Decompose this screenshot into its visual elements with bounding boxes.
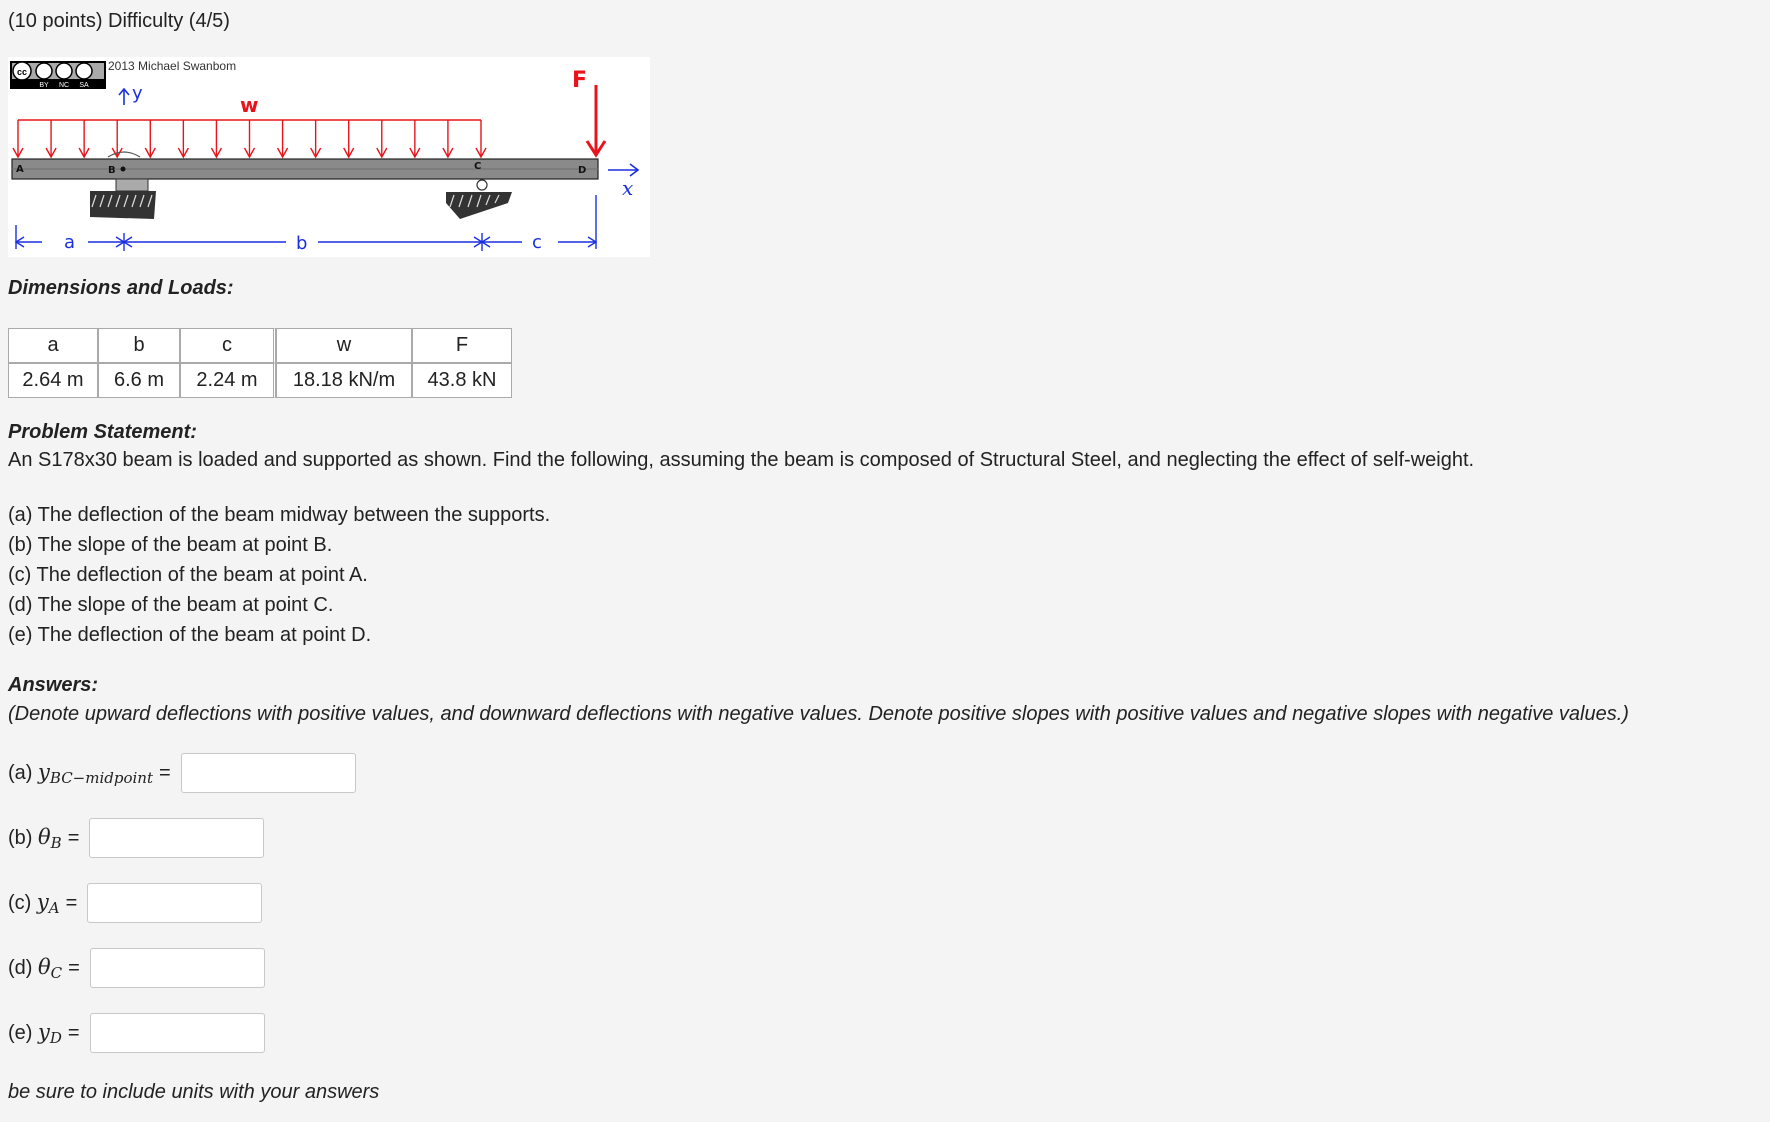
answer-d-input[interactable] (90, 948, 265, 988)
units-reminder: be sure to include units with your answers (8, 1081, 380, 1103)
w-load-label: w (240, 93, 259, 117)
problem-item-c: (c) The deflection of the beam at point A. (8, 564, 368, 586)
answer-e-prefix: (e) (8, 1021, 33, 1044)
answer-c-symbol: $y_A$ (36, 889, 60, 917)
answer-e-symbol: $y_D$ (38, 1019, 62, 1047)
dims-header-c: c (180, 328, 276, 363)
load-arrow (344, 120, 354, 157)
problem-item-d: (d) The slope of the beam at point C. (8, 594, 334, 616)
cc-license-badge (10, 61, 106, 89)
answer-d-prefix: (d) (8, 956, 33, 979)
point-C-label: C (474, 161, 482, 172)
load-arrow (46, 120, 56, 157)
answer-b-symbol: $\theta_B$ (38, 824, 62, 852)
answer-a-prefix: (a) (8, 761, 33, 784)
answer-row-d (8, 947, 265, 989)
dims-table (8, 328, 512, 398)
sa-icon (76, 63, 92, 79)
answer-a-equals: = (158, 761, 171, 784)
load-arrow (211, 120, 221, 157)
roller-support-C (446, 180, 512, 219)
y-axis-arrow (119, 89, 129, 105)
answer-b-equals: = (67, 826, 80, 849)
answer-row-a (8, 752, 356, 794)
x-axis-label: x (622, 176, 634, 200)
problem-item-e: (e) The deflection of the beam at point D. (8, 624, 372, 646)
answer-e-equals: = (67, 1021, 80, 1044)
sa-text: SA (79, 82, 89, 89)
load-arrow (13, 120, 23, 157)
dim-b-label: b (296, 233, 308, 254)
answers-title: Answers: (8, 674, 99, 696)
load-arrow (443, 120, 453, 157)
answer-b-prefix: (b) (8, 826, 33, 849)
answer-a-symbol: $y_{BC-midpoint}$ (38, 759, 153, 787)
answer-d-symbol: $\theta_C$ (38, 954, 63, 982)
answer-a-input[interactable] (181, 753, 356, 793)
dims-title: Dimensions and Loads: (8, 277, 234, 299)
dims-header-a: a (8, 328, 98, 363)
load-arrow (112, 120, 122, 157)
dims-value-c: 2.24 m (180, 363, 276, 398)
dims-value-w: 18.18 kN/m (276, 363, 412, 398)
point-A-label: A (16, 164, 24, 175)
dims-value-F: 43.8 kN (412, 363, 512, 398)
problem-items (8, 500, 550, 650)
problem-title: Problem Statement: (8, 421, 197, 443)
copyright-text: 2013 Michael Swanbom (108, 59, 237, 73)
load-arrow (245, 120, 255, 157)
answer-c-equals: = (65, 891, 78, 914)
answer-d-equals: = (68, 956, 80, 979)
problem-statement: An S178x30 beam is loaded and supported as shown. Find the following, assuming the beam is composed of Structural Steel, and neglecting the effect of self-weight. (8, 449, 1475, 471)
dims-header-b: b (98, 328, 180, 363)
dims-header-F: F (412, 328, 512, 363)
answer-c-prefix: (c) (8, 891, 32, 914)
problem-item-b: (b) The slope of the beam at point B. (8, 534, 333, 556)
answer-row-e (8, 1012, 265, 1054)
load-arrow (278, 120, 288, 157)
cc-text: cc (16, 67, 28, 77)
answer-row-b (8, 817, 264, 859)
dim-a-label: a (64, 232, 76, 253)
F-load-label: F (572, 68, 588, 93)
nc-icon (56, 63, 72, 79)
load-arrow (145, 120, 155, 157)
dims-header-row (8, 328, 512, 363)
load-arrow (79, 120, 89, 157)
dims-value-b: 6.6 m (98, 363, 180, 398)
by-icon (36, 63, 52, 79)
load-arrow (178, 120, 188, 157)
dims-header-w: w (276, 328, 412, 363)
nc-text: NC (58, 82, 70, 89)
load-arrow (377, 120, 387, 157)
distributed-load (13, 120, 486, 157)
answer-c-input[interactable] (87, 883, 262, 923)
dim-c-label: c (532, 232, 542, 253)
problem-item-a: (a) The deflection of the beam midway between the supports. (8, 504, 551, 526)
beam-figure (8, 57, 650, 257)
by-text: BY (39, 82, 49, 89)
point-D-label: D (578, 165, 587, 176)
load-arrow (476, 120, 486, 157)
point-load-F (587, 85, 605, 155)
answers-note: (Denote upward deflections with positive values, and downward deflections with negative values. Denote positive slopes with positive values and negative slopes with negative values.) (8, 703, 1629, 725)
load-arrow (311, 120, 321, 157)
dims-value-row (8, 363, 512, 398)
load-arrow (410, 120, 420, 157)
point-B-label: B (108, 165, 116, 176)
answer-row-c (8, 882, 262, 924)
x-axis-arrow (608, 164, 638, 176)
answer-e-input[interactable] (90, 1013, 265, 1053)
dims-value-a: 2.64 m (8, 363, 98, 398)
answer-b-input[interactable] (89, 818, 264, 858)
y-axis-label: y (132, 83, 143, 104)
question-header: (10 points) Difficulty (4/5) (8, 10, 230, 32)
